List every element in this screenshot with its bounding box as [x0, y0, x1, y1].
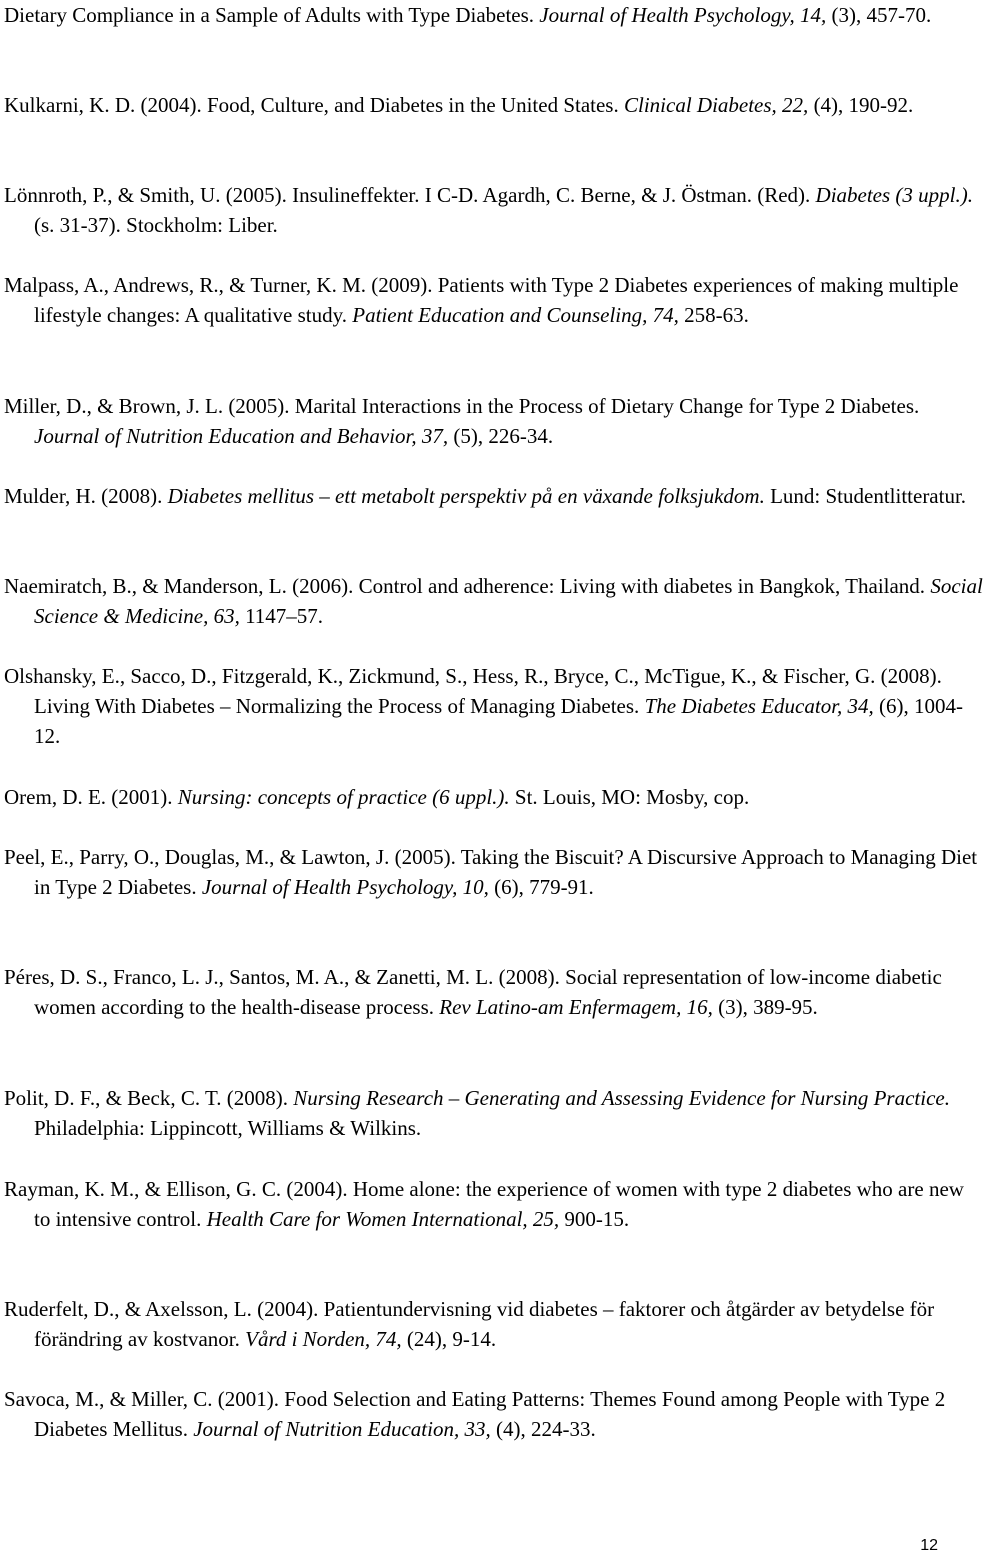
reference-source: Rev Latino-am Enfermagem, 16, — [439, 995, 713, 1019]
reference-entry — [4, 842, 984, 902]
reference-entry — [4, 90, 984, 120]
reference-source: Journal of Health Psychology, 14, — [539, 3, 827, 27]
reference-entry — [4, 1174, 984, 1234]
reference-details: (4), 190-92. — [808, 93, 914, 117]
reference-source: Nursing: concepts of practice (6 uppl.). — [177, 785, 510, 809]
reference-source: Nursing Research – Generating and Assessing Evidence for Nursing Practice. — [293, 1086, 950, 1110]
reference-entry — [4, 481, 984, 511]
reference-text: Dietary Compliance in a Sample of Adults with Type Diabetes. — [4, 3, 540, 27]
reference-source: Vård i Norden, 74, — [245, 1327, 402, 1351]
reference-details: St. Louis, MO: Mosby, cop. — [509, 785, 750, 809]
reference-details: Philadelphia: Lippincott, Williams & Wilkins. — [34, 1116, 422, 1140]
reference-text: Péres, D. S., Franco, L. J., Santos, M. A., & Zanetti, M. L. (2008). Social representation of low-income diabetic women according to the health-disease process. — [4, 965, 942, 1019]
reference-details: 258-63. — [678, 303, 749, 327]
reference-entry — [4, 180, 984, 240]
reference-details: (s. 31-37). Stockholm: Liber. — [34, 213, 278, 237]
reference-entry — [4, 661, 984, 751]
reference-text: Mulder, H. (2008). — [4, 484, 168, 508]
reference-entry — [4, 782, 984, 812]
reference-entry — [4, 1083, 984, 1143]
reference-entry — [4, 1384, 984, 1444]
reference-details: (24), 9-14. — [401, 1327, 497, 1351]
reference-source: Clinical Diabetes, 22, — [623, 93, 809, 117]
reference-source: Journal of Nutrition Education, 33, — [193, 1417, 491, 1441]
reference-source: Diabetes (3 uppl.). — [815, 183, 974, 207]
reference-source: Journal of Health Psychology, 10, — [201, 875, 489, 899]
reference-text: Peel, E., Parry, O., Douglas, M., & Lawton, J. (2005). Taking the Biscuit? A Discursive Approach to Managing Diet in Type 2 Diabetes. — [4, 845, 978, 899]
reference-source: Social Science & Medicine, 63, — [34, 574, 983, 628]
reference-details: (6), 779-91. — [488, 875, 594, 899]
page-number: 12 — [920, 1537, 938, 1554]
reference-text: Orem, D. E. (2001). — [4, 785, 178, 809]
reference-source: Health Care for Women International, 25, — [206, 1207, 560, 1231]
reference-details: Lund: Studentlitteratur. — [764, 484, 967, 508]
reference-text: Rayman, K. M., & Ellison, G. C. (2004). Home alone: the experience of women with type 2 diabetes who are new to intensive control. — [4, 1177, 964, 1231]
reference-entry — [4, 270, 984, 330]
reference-details: (6), 1004-12. — [34, 694, 964, 748]
reference-text: Savoca, M., & Miller, C. (2001). Food Selection and Eating Patterns: Themes Found among People with Type 2 Diabetes Mellitus. — [4, 1387, 946, 1441]
reference-text: Naemiratch, B., & Manderson, L. (2006). Control and adherence: Living with diabetes in Bangkok, Thailand. — [4, 574, 931, 598]
reference-entry — [4, 0, 984, 30]
reference-source: Diabetes mellitus – ett metabolt perspektiv på en växande folksjukdom. — [167, 484, 765, 508]
reference-entry — [4, 962, 984, 1022]
reference-details: (3), 389-95. — [712, 995, 818, 1019]
reference-source: The Diabetes Educator, 34, — [644, 694, 874, 718]
reference-entry — [4, 1294, 984, 1354]
reference-text: Lönnroth, P., & Smith, U. (2005). Insulineffekter. I C-D. Agardh, C. Berne, & J. Östman. (Red). — [4, 183, 816, 207]
reference-source: Journal of Nutrition Education and Behavior, 37, — [34, 424, 449, 448]
reference-entry — [4, 391, 984, 451]
reference-details: 1147–57. — [239, 604, 324, 628]
reference-text: Ruderfelt, D., & Axelsson, L. (2004). Patientundervisning vid diabetes – faktorer och åtgärder av betydelse för förändring av kostvanor. — [4, 1297, 935, 1351]
reference-source: Patient Education and Counseling, 74, — [352, 303, 679, 327]
reference-entry — [4, 571, 984, 631]
reference-text: Kulkarni, K. D. (2004). Food, Culture, and Diabetes in the United States. — [4, 93, 624, 117]
reference-text: Malpass, A., Andrews, R., & Turner, K. M. (2009). Patients with Type 2 Diabetes experiences of making multiple lifestyle changes: A qualitative study. — [4, 273, 959, 327]
reference-details: (4), 224-33. — [490, 1417, 596, 1441]
reference-text: Olshansky, E., Sacco, D., Fitzgerald, K., Zickmund, S., Hess, R., Bryce, C., McTigue, K., & Fischer, G. (2008). Living With Diabetes – Normalizing the Process of Managing Diabetes. — [4, 664, 942, 718]
reference-details: (5), 226-34. — [448, 424, 554, 448]
reference-text: Polit, D. F., & Beck, C. T. (2008). — [4, 1086, 294, 1110]
reference-text: Miller, D., & Brown, J. L. (2005). Marital Interactions in the Process of Dietary Change for Type 2 Diabetes. — [4, 394, 920, 418]
reference-details: 900-15. — [559, 1207, 630, 1231]
reference-details: (3), 457-70. — [826, 3, 932, 27]
